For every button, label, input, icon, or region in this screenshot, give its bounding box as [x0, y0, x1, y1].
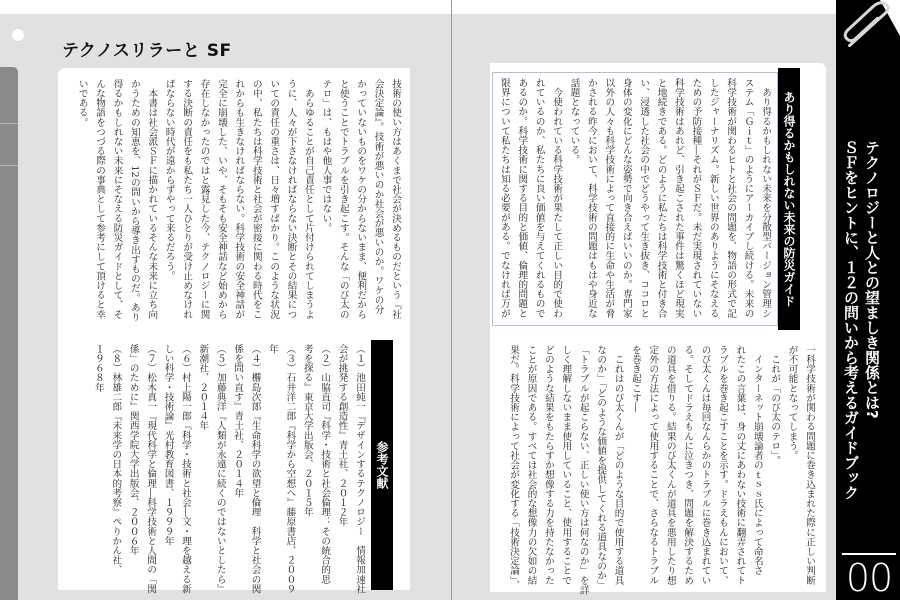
text-line: 果だ。科学技術によって社会が変化する「技術決定論」、 [508, 345, 520, 590]
text-line: テロ」は、もはや他人事ではない。 [320, 79, 332, 233]
text-line: （１）池田純一『デザインするテクノロジー 情報加速社 [354, 344, 365, 594]
text-line: しく理解しないまま使用していること、使用することで [560, 345, 572, 585]
text-line: 年 [266, 344, 278, 354]
text-line: これはのび太くんが「どのような目的で使用する道具 [612, 345, 624, 585]
text-line: したジャーナリズム。新しい世界のありようにそなえる [707, 78, 719, 318]
text-line: なのか」「どのような価値を提供してくれる道具なのか」 [595, 345, 607, 590]
text-line: を巻き起こす― [629, 345, 641, 413]
text-line: 存在しなかったのではと露見した今、テクノロジーに関 [198, 79, 210, 319]
index-tabs [0, 67, 18, 600]
text-line: ための予防接種―それがＳＦだ。未だ実現されていない [690, 78, 702, 318]
text-line: 一科学技術が関わる問題に巻き込まれた際に正しい判断 [804, 345, 815, 585]
references-list [80, 344, 368, 594]
text-line: どのような結果をもたらすか想像する力を持たなかった [542, 345, 554, 585]
text-line: かっていないものをワケの分からないまま、便利だから [355, 79, 367, 319]
text-line: 考を探る』東京大学出版会、２０１５年 [301, 344, 313, 517]
text-line: 係」のために』関西学院大学出版会、２００６年 [127, 344, 139, 556]
text-line: １９６８年 [92, 344, 104, 392]
text-line: 以外の人々も科学技術によって直接的に生命や生活が脅 [603, 78, 615, 318]
text-line: あるのか。科学技術に関する目的と価値、倫理的問題と [516, 78, 528, 318]
text-line: い、浸透した社会の中でどうやって生き抜き、ココロと [638, 78, 650, 318]
page-gutter [451, 0, 452, 600]
text-line: いである。 [76, 79, 88, 127]
text-line: （６）村上陽一郎『科学・技術と社会―文・理を越える新 [179, 344, 191, 594]
text-line: うに、人々が下さなければならない決断とその結果につ [285, 79, 297, 319]
tab-divider [0, 123, 18, 124]
left-body-text [62, 79, 404, 331]
text-line: 今使われている科学技術が果たして正しい目的で使わ [551, 78, 563, 318]
text-line: 科学技術が関わるヒトと社会の問題を、物語の形式で記 [725, 78, 737, 318]
book-subtitle-line2: ＳＦをヒントに、１２の問いから考えるガイドブック [842, 140, 860, 500]
text-line: と使うことでトラブルを引き起こす。そんな「のび太の [337, 79, 349, 319]
text-line: が不可能となってしまう。 [786, 345, 798, 461]
right-upper-text [494, 78, 774, 328]
text-line: 「トラブルが起こらない、正しい使い方は何なのか」を詳 [577, 345, 589, 595]
text-line: ラブルを巻き起こすことを示す。ドラえもんにおいて、 [716, 345, 728, 585]
text-line: する決断の責任をも私たち一人ひとりが受け止めなけれ [181, 79, 193, 319]
text-line: （４）橳島次郎『生命科学の欲望と倫理 科学と社会の関 [249, 344, 261, 594]
text-line: 限界について私たちは知る必要がある。でなければ万が [498, 78, 510, 318]
text-line: 定外の方法によって使用することで、さらなるトラブル [647, 345, 659, 585]
text-line: 技術の使い方はあくまで社会が決めるものだという『社 [390, 79, 401, 319]
text-line: る。そしてドラえもんに泣きつき、問題を解決するため [682, 345, 694, 585]
text-line: インターネット崩壊論者のｔｓｓ氏によって命名さ [751, 345, 763, 576]
text-line: かされる昨今において、科学技術の問題はもはや身近な [585, 78, 597, 318]
text-line: 本書は社会派ＳＦに描かれているそんな未来に立ち向 [146, 79, 158, 319]
text-line: 係を問い直す』青土社、２０１４年 [232, 344, 244, 498]
text-line: 会が挑発する創造性』青土社、２０１２年 [336, 344, 348, 527]
references-heading: 参考文献 [371, 340, 393, 590]
text-line: ことが原因である。すべては社会的な想像力の欠如の結 [525, 345, 537, 585]
text-line: 話題となっている。 [568, 78, 580, 165]
text-line: あらゆることが自己責任として片付けられてしまうよ [302, 79, 314, 319]
text-line: あり得るかもしれない未来を分散型バージョン管理シ [760, 78, 771, 318]
text-line: ばならない時代が遠からずやって来るだろう。 [163, 79, 175, 281]
text-line: これが「のび太のテロ」。 [769, 345, 781, 465]
right-lower-text [492, 345, 818, 595]
text-line: しい科学・技術論』光村教育図書、１９９９年 [162, 344, 174, 546]
binder-hole-icon [12, 29, 24, 41]
tab-divider [0, 165, 18, 166]
text-line: ステム「Ｇｉｔ」のようにアーカイブし続ける。未来の [742, 78, 754, 318]
text-line: の道具を借りる。結果のび太くんが道具を悪用したり想 [664, 345, 676, 585]
chapter-number: 00 [845, 556, 893, 600]
text-line: の中、私たちは科学技術と社会が密接に関わる時代をこ [250, 79, 262, 319]
section-heading: あり得るかもしれない未来の防災ガイド [778, 68, 800, 330]
chapter-number-rule [842, 553, 896, 555]
text-line: れからも生きなければならない。科学技術の安全神話が [233, 79, 245, 319]
book-subtitle-line1: テクノロジーと人との望ましき関係とは? [863, 140, 881, 419]
text-line: 科学技術はあれど、引き起こされた事件は驚くほど現実 [672, 78, 684, 318]
text-line: れたこの言葉は、身の丈にあわない技術に翻弄されてト [734, 345, 746, 585]
text-line: （２）山脇直司『科学・技術と社会倫理：その統合的思 [319, 344, 331, 584]
text-line: （５）加藤典洋『人類が永遠に続くのではないとしたら』 [214, 344, 226, 594]
text-line: いての責任の重さは、日々増すばかり。このような状況 [268, 79, 280, 319]
text-line: と地続きである。どのように私たちは科学技術と付き合 [655, 78, 667, 318]
paperclip-icon [842, 0, 894, 58]
text-line: 会決定論』。技術が悪いのか社会が悪いのか。ワケの分 [372, 79, 384, 315]
text-line: んな物語をつづる際の事典として参考にして頂けると幸 [94, 79, 106, 319]
text-line: かうための知恵を、12の問いから導き出すものだ。あり [128, 79, 140, 322]
text-line: 得るかもしれない未来にそなえる防災ガイドとして、そ [111, 79, 123, 319]
text-line: （８）林雄二郎『未来学の日本的考察』ぺりかん社、 [110, 344, 122, 575]
text-line: 完全に崩壊した、いや、そもそも安全神話など始めから [215, 79, 227, 319]
text-line: 身体の変化にどんな姿勢で向き合えばいいのか。専門家 [620, 78, 632, 318]
text-line: れているのか、私たちに良い価値を与えてくれるもので [533, 78, 545, 318]
text-line: のび太くんは毎回なんらかのトラブルに巻き込まれてい [699, 345, 711, 585]
text-line: 新潮社、２０１４年 [197, 344, 209, 431]
page-title: テクノスリラーと SF [62, 41, 232, 61]
text-line: （３）石井洋二郎『科学から空想へ』藤原書店、２００９ [284, 344, 296, 594]
text-line: （７）松木真一『現代科学と倫理―科学技術と人間の「関 [145, 344, 157, 594]
